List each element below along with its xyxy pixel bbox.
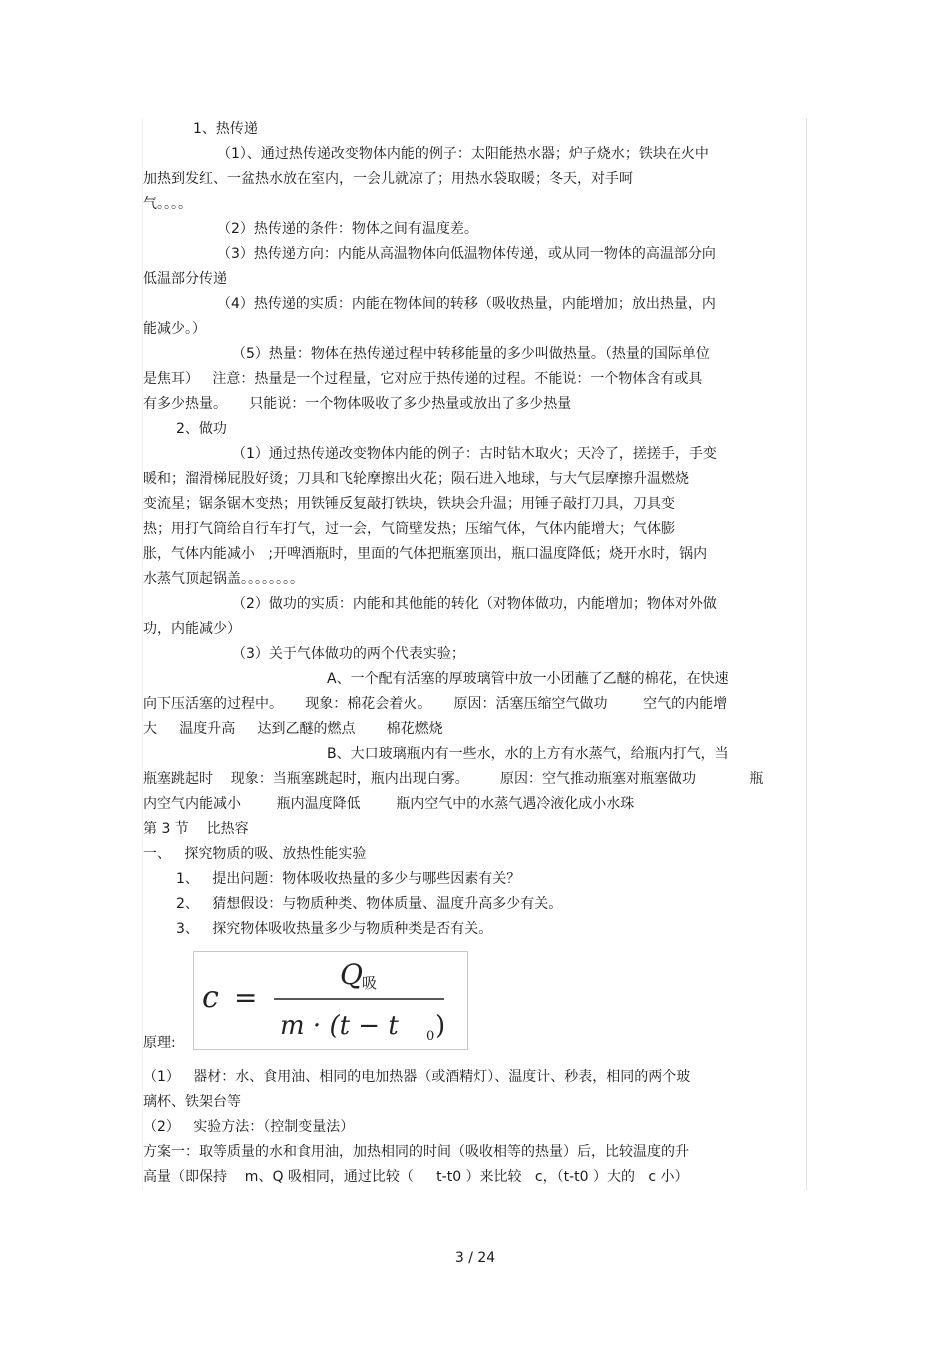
text-line: （2）热传递的条件：物体之间有温度差。: [217, 221, 478, 237]
page-right-rule: [806, 118, 807, 1190]
text-line: 高量（即保持 m、Q 吸相同，通过比较（ t-t0 ）来比较 c，（t-t0 ）大的 c 小）: [143, 1169, 689, 1185]
text-line: （3）关于气体做功的两个代表实验；: [232, 646, 465, 662]
text-line: （5）热量：物体在热传递过程中转移能量的多少叫做热量。（热量的国际单位: [232, 346, 710, 362]
text-line: （1）通过热传递改变物体内能的例子：古时钻木取火；天冷了，搓搓手，手变: [232, 446, 717, 462]
page-current: 3: [454, 1250, 464, 1266]
formula-numerator: Q: [340, 958, 363, 991]
text-line: 暖和；溜滑梯屁股好烫；刀具和飞轮摩擦出火花；陨石进入地球，与大气层摩擦升温燃烧: [143, 471, 689, 487]
formula-denominator-close: ): [435, 1011, 446, 1041]
text-line: 胀，气体内能减小 ;开啤酒瓶时，里面的气体把瓶塞顶出，瓶口温度降低；烧开水时，锅内: [143, 546, 708, 562]
page-number: [0, 1250, 950, 1266]
text-line: 1、 提出问题：物体吸收热量的多少与哪些因素有关？: [176, 871, 521, 887]
specific-heat-formula: [193, 951, 468, 1050]
text-line: 变流星；锯条锯木变热；用铁锤反复敲打铁块，铁块会升温；用锤子敲打刀具，刀具变: [143, 496, 675, 512]
text-line: 加热到发红、一盆热水放在室内，一会儿就凉了；用热水袋取暖；冬天，对手呵: [143, 171, 633, 187]
subsection-heading: 一、 探究物质的吸、放热性能实验: [143, 846, 367, 862]
text-line: 功，内能减少）: [143, 621, 241, 637]
section-heading: 第 3 节 比热容: [143, 821, 249, 837]
text-line: 璃杯、铁架台等: [143, 1094, 241, 1110]
text-line: （1）、通过热传递改变物体内能的例子：太阳能热水器；炉子烧水；铁块在火中: [217, 146, 709, 162]
page-separator: /: [468, 1250, 473, 1266]
principle-label: 原理:: [143, 1035, 176, 1051]
formula-denominator: m · (t − t: [280, 1011, 399, 1041]
text-line: 向下压活塞的过程中。 现象：棉花会着火。 原因：活塞压缩空气做功 空气的内能增: [143, 696, 728, 712]
text-line: （3）热传递方向：内能从高温物体向低温物体传递，或从同一物体的高温部分向: [217, 246, 716, 262]
text-line: 瓶塞跳起时 现象：当瓶塞跳起时，瓶内出现白雾。 原因：空气推动瓶塞对瓶塞做功 瓶: [143, 771, 764, 787]
text-line: 水蒸气顶起锅盖。。。。。。。。: [143, 571, 304, 587]
text-line: 方案一：取等质量的水和食用油，加热相同的时间（吸收相等的热量）后，比较温度的升: [143, 1144, 689, 1160]
heading-heat-transfer: 1、热传递: [193, 121, 258, 137]
text-line: 气。。。。: [143, 196, 192, 212]
text-line: （1） 器材：水、食用油、相同的电加热器（或酒精灯）、温度计、秒表，相同的两个玻: [143, 1069, 691, 1085]
text-line: 是焦耳） 注意：热量是一个过程量，它对应于热传递的过程。不能说：一个物体含有或具: [143, 371, 703, 387]
text-line: 大 温度升高 达到乙醚的燃点 棉花燃烧: [143, 721, 443, 737]
text-line: 2、 猜想假设：与物质种类、物体质量、温度升高多少有关。: [176, 896, 563, 912]
text-line: 3、 探究物体吸收热量多少与物质种类是否有关。: [176, 921, 493, 937]
formula-c: c: [202, 980, 219, 1015]
text-line: 内空气内能减小 瓶内温度降低 瓶内空气中的水蒸气遇冷液化成小水珠: [143, 796, 635, 812]
formula-numerator-sub: 吸: [362, 974, 378, 992]
text-line: （4）热传递的实质：内能在物体间的转移（吸收热量，内能增加；放出热量，内: [217, 296, 716, 312]
formula-graphic: [194, 952, 467, 1049]
text-line: 有多少热量。 只能说：一个物体吸收了多少热量或放出了多少热量: [143, 396, 572, 412]
formula-denominator-sub: 0: [426, 1029, 435, 1044]
text-line: 热；用打气筒给自行车打气，过一会，气筒壁发热；压缩气体，气体内能增大；气体膨: [143, 521, 675, 537]
text-line: A、一个配有活塞的厚玻璃管中放一小团蘸了乙醚的棉花，在快速: [327, 671, 729, 687]
heading-work: 2、做功: [176, 421, 227, 437]
text-line: （2）做功的实质：内能和其他能的转化（对物体做功，内能增加；物体对外做: [232, 596, 717, 612]
text-line: 能减少。）: [143, 321, 206, 337]
text-line: 低温部分传递: [143, 271, 227, 287]
text-line: B、大口玻璃瓶内有一些水，水的上方有水蒸气，给瓶内打气，当: [327, 746, 729, 762]
text-line: （2） 实验方法：（控制变量法）: [143, 1119, 355, 1135]
formula-equals: =: [234, 981, 258, 1014]
page-total: 24: [477, 1250, 496, 1266]
